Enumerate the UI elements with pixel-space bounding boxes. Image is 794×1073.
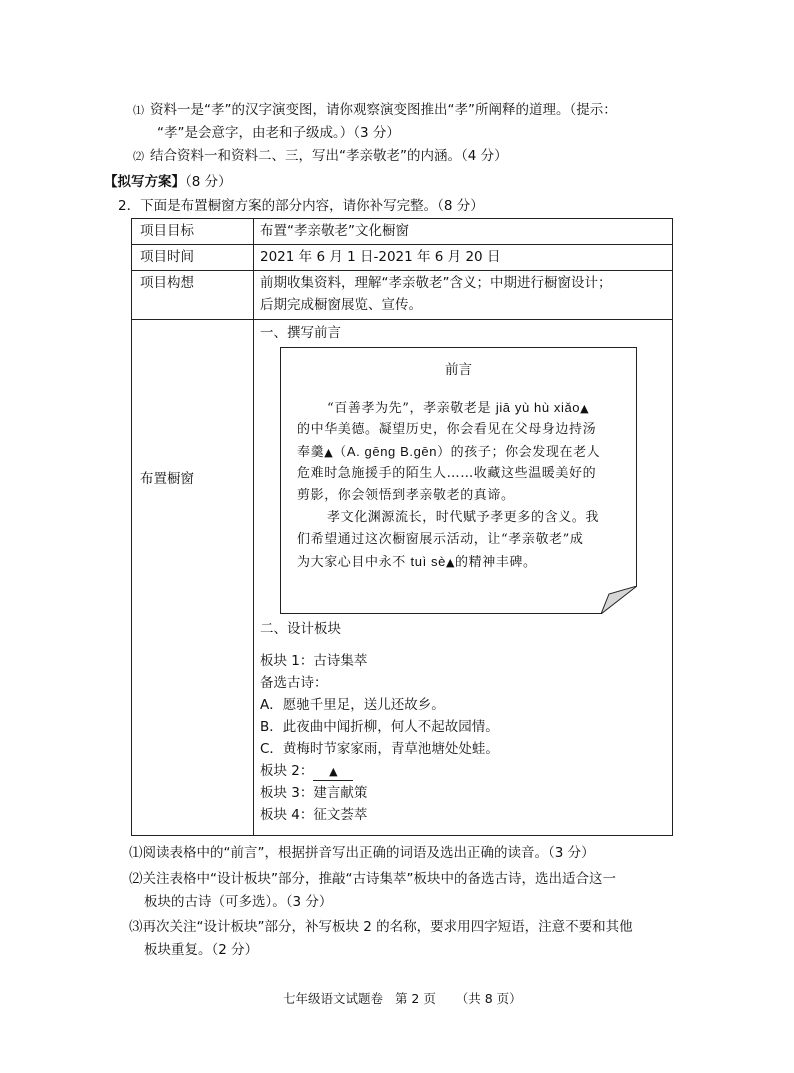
sub-question-3: ⑶再次关注“设计板块”部分，补写板块 2 的名称，要求用四字短语，注意不要和其他 (129, 919, 633, 935)
preface-text: 为大家心目中永不 (297, 555, 411, 570)
answer-mark: ▲ (580, 402, 590, 415)
footer-total: （共 8 页） (455, 991, 522, 1006)
block-2-label: 板块 2： (260, 763, 314, 779)
row-label-concept: 项目构想 (140, 275, 194, 291)
answer-mark: ▲ (445, 556, 456, 569)
part-1-title: 一、撰写前言 (260, 325, 341, 341)
block-3: 板块 3：建言献策 (260, 785, 368, 801)
pinyin-prompt: jiā yù hù xiǎo (495, 400, 581, 415)
pinyin-prompt: tuì sè (410, 554, 446, 569)
row-value-concept-line2: 后期完成橱窗展览、宣传。 (260, 297, 422, 313)
poem-option-a: A．愿驰千里足，送儿还故乡。 (260, 697, 445, 713)
preface-line (297, 552, 537, 573)
sub-question-3-continued: 板块重复。（2 分） (144, 942, 259, 958)
row-value-goal: 布置“孝亲敬老”文化橱窗 (260, 223, 409, 239)
page-footer (283, 989, 522, 1009)
table-column-divider (253, 219, 254, 835)
table-row-divider (132, 319, 672, 320)
question-number: ⑵ (133, 150, 144, 163)
sub-question-2: ⑵关注表格中“设计板块”部分，推敲“古诗集萃”板块中的备选古诗，选出适合这一 (129, 871, 616, 887)
preface-line: 孝文化渊源流长，时代赋予孝更多的含义。我 (327, 510, 600, 525)
answer-mark: ▲ (324, 446, 334, 459)
candidates-label: 备选古诗： (260, 675, 328, 691)
question-text: 资料一是“孝”的汉字演变图，请你观察演变图推出“孝”所阐释的道理。（提示： (150, 102, 617, 118)
plan-table (131, 218, 673, 836)
preface-line: 危难时急施援手的陌生人……收藏这些温暖美好的 (297, 466, 597, 481)
block-1: 板块 1：古诗集萃 (260, 653, 368, 669)
question-1-continued: “孝”是会意字，由老和子级成。）（3 分） (157, 125, 400, 141)
part-2-title: 二、设计板块 (260, 621, 341, 637)
preface-line (297, 442, 600, 463)
row-value-time: 2021 年 6 月 1 日-2021 年 6 月 20 日 (260, 249, 501, 265)
page-curl-icon (601, 586, 637, 614)
row-label-goal: 项目目标 (140, 223, 194, 239)
question-2-prompt: 2．下面是布置橱窗方案的部分内容，请你补写完整。（8 分） (118, 198, 484, 214)
sub-question-2-continued: 板块的古诗（可多选）。（3 分） (144, 894, 333, 910)
table-row-divider (132, 244, 672, 245)
section-score: （8 分） (185, 174, 232, 190)
question-text: 结合资料一和资料二、三，写出“孝亲敬老”的内涵。（4 分） (150, 148, 508, 164)
preface-line: 剪影，你会领悟到孝亲敬老的真谛。 (297, 488, 515, 503)
block-2 (260, 761, 353, 781)
preface-line: 们希望通过这次橱窗展示活动，让“孝亲敬老”成 (297, 532, 584, 547)
sub-question-1: ⑴阅读表格中的“前言”，根据拼音写出正确的词语及选出正确的读音。（3 分） (129, 845, 595, 861)
question-2 (133, 146, 508, 167)
table-row-divider (132, 270, 672, 271)
preface-line (327, 398, 589, 419)
question-1 (133, 100, 617, 121)
preface-line: 的中华美德。凝望历史，你会看见在父母身边持汤 (297, 422, 597, 437)
row-label-time: 项目时间 (140, 249, 194, 265)
footer-page: 第 2 页 (394, 991, 436, 1006)
preface-text: “百善孝为先”，孝亲敬老是 (327, 401, 496, 416)
question-number: ⑴ (133, 104, 144, 117)
preface-paper (280, 347, 637, 614)
block-4: 板块 4：征文荟萃 (260, 807, 368, 823)
poem-option-b: B．此夜曲中闻折柳，何人不起故园情。 (260, 719, 499, 735)
row-label-window: 布置橱窗 (140, 471, 194, 487)
poem-option-c: C．黄梅时节家家雨，青草池塘处处蛙。 (260, 741, 499, 757)
preface-text: 奉羹 (297, 445, 325, 460)
answer-mark: ▲ (329, 765, 338, 778)
answer-blank[interactable] (313, 763, 353, 781)
row-value-concept-line1: 前期收集资料，理解“孝亲敬老”含义；中期进行橱窗设计； (260, 275, 612, 291)
preface-text: 的精神丰碑。 (455, 555, 537, 570)
footer-title: 七年级语文试题卷 (283, 991, 384, 1006)
section-heading (104, 172, 232, 192)
reading-options: （A. gēng B.gēn）的孩子；你会发现在老人 (333, 444, 601, 459)
preface-title: 前言 (445, 362, 472, 378)
section-title: 【拟写方案】 (104, 174, 185, 190)
